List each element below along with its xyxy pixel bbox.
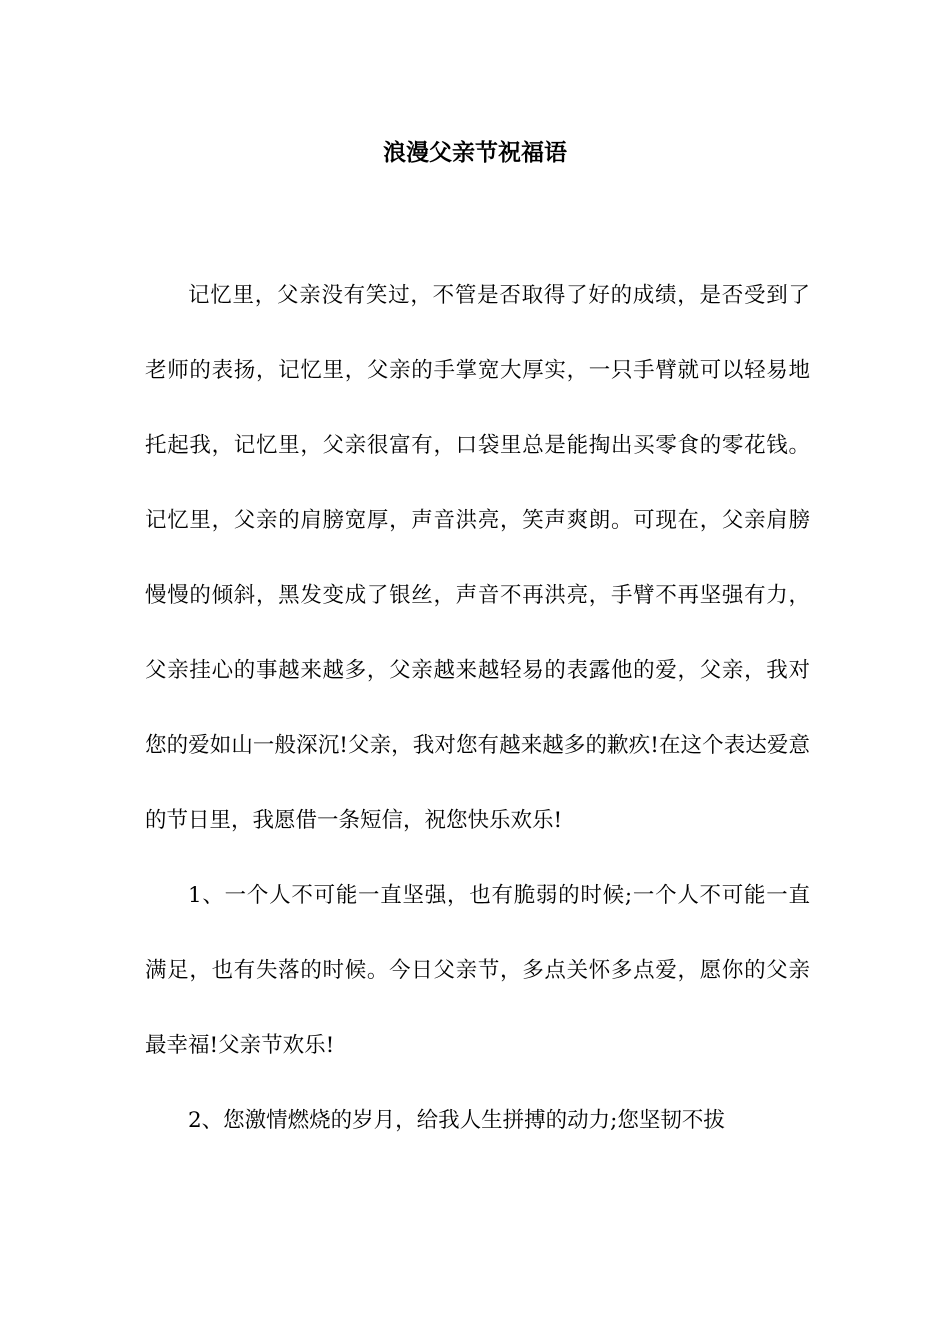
document-title: 浪漫父亲节祝福语 (383, 139, 567, 166)
paragraph-1: 1、一个人不可能一直坚强，也有脆弱的时候;一个人不可能一直满足，也有失落的时候。今日父亲节，多点关怀多点爱，愿你的父亲最幸福!父亲节欢乐! (145, 883, 810, 1058)
document-body (145, 258, 810, 1158)
paragraph-2: 2、您激情燃烧的岁月，给我人生拼搏的动力;您坚韧不拔 (188, 1108, 725, 1133)
paragraph-intro: 记忆里，父亲没有笑过，不管是否取得了好的成绩，是否受到了老师的表扬，记忆里，父亲的手掌宽大厚实，一只手臂就可以轻易地托起我，记忆里，父亲很富有，口袋里总是能掏出买零食的零花钱。记忆里，父亲的肩膀宽厚，声音洪亮，笑声爽朗。可现在，父亲肩膀慢慢的倾斜，黑发变成了银丝，声音不再洪亮，手臂不再坚强有力，父亲挂心的事越来越多，父亲越来越轻易的表露他的爱，父亲，我对您的爱如山一般深沉!父亲，我对您有越来越多的歉疚!在这个表达爱意的节日里，我愿借一条短信，祝您快乐欢乐! (145, 283, 810, 833)
